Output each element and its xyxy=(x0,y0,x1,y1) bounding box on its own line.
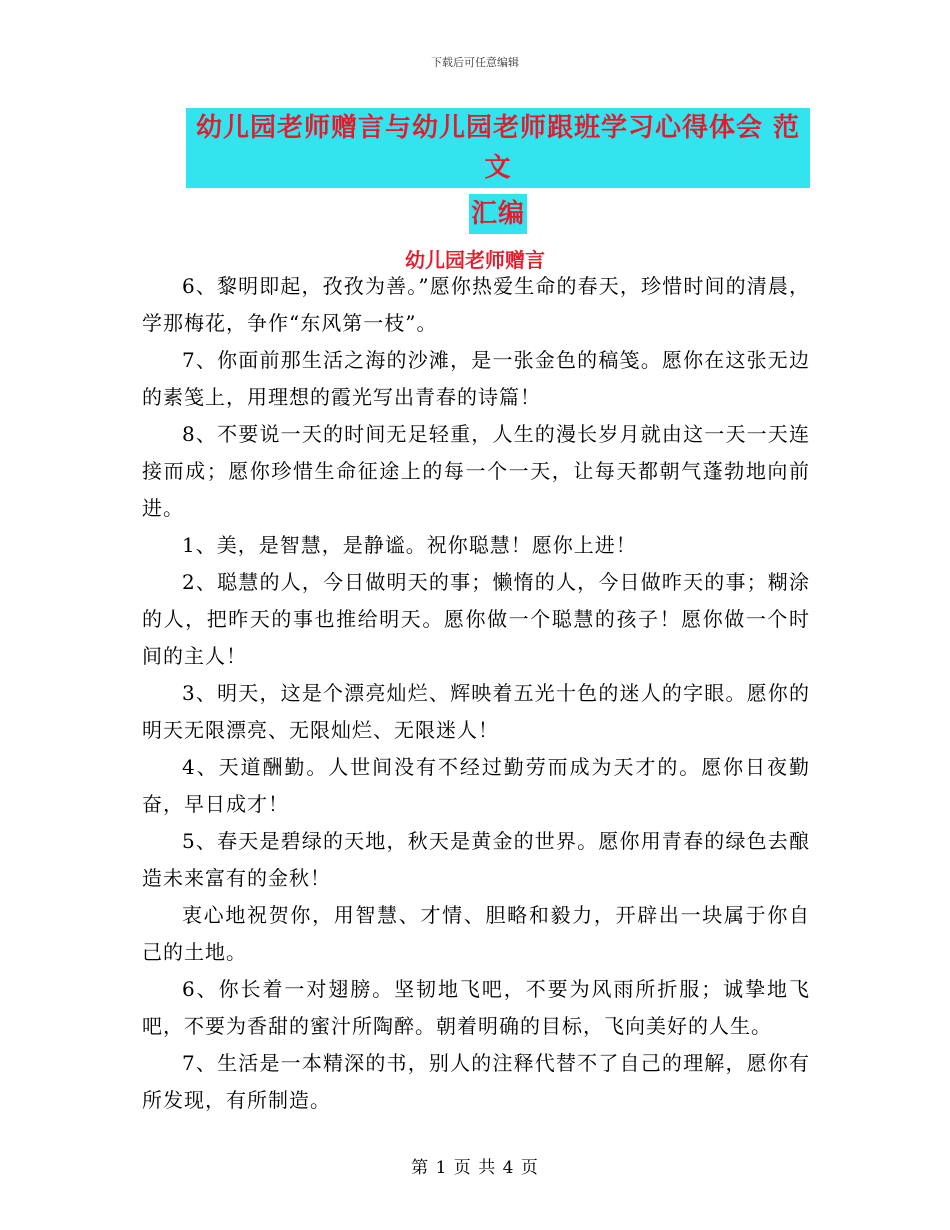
page-number: 第 1 页 共 4 页 xyxy=(411,1158,539,1178)
document-title xyxy=(186,108,810,234)
paragraph: 2、聪慧的人，今日做明天的事；懒惰的人，今日做昨天的事；糊涂的人，把昨天的事也推给明天。愿你做一个聪慧的孩子！愿你做一个时间的主人！ xyxy=(142,570,810,668)
paragraph: 6、你长着一对翅膀。坚韧地飞吧，不要为风雨所折服；诚挚地飞吧，不要为香甜的蜜汁所陶醉。朝着明确的目标，飞向美好的人生。 xyxy=(142,977,810,1038)
paragraph: 7、你面前那生活之海的沙滩，是一张金色的稿笺。愿你在这张无边的素笺上，用理想的霞光写出青春的诗篇！ xyxy=(142,348,810,409)
header-note: 下载后可任意编辑 xyxy=(431,56,519,69)
section-heading: 幼儿园老师赠言 xyxy=(405,248,545,272)
paragraph: 4、天道酬勤。人世间没有不经过勤劳而成为天才的。愿你日夜勤奋，早日成才！ xyxy=(142,755,810,816)
paragraph: 1、美，是智慧，是静谧。祝你聪慧！愿你上进！ xyxy=(182,533,637,557)
body-content xyxy=(142,268,810,1119)
title-line-1: 幼儿园老师赠言与幼儿园老师跟班学习心得体会 范文 xyxy=(186,108,810,188)
paragraph: 5、春天是碧绿的天地，秋天是黄金的世界。愿你用青春的绿色去酿造未来富有的金秋！ xyxy=(142,829,810,890)
paragraph: 6、黎明即起，孜孜为善。”愿你热爱生命的春天，珍惜时间的清晨，学那梅花，争作“东风第一枝”。 xyxy=(142,274,810,335)
paragraph: 3、明天，这是个漂亮灿烂、辉映着五光十色的迷人的字眼。愿你的明天无限漂亮、无限灿烂、无限迷人！ xyxy=(142,681,810,742)
paragraph: 8、不要说一天的时间无足轻重，人生的漫长岁月就由这一天一天连接而成；愿你珍惜生命征途上的每一个一天，让每天都朝气蓬勃地向前进。 xyxy=(142,422,810,520)
paragraph: 衷心地祝贺你，用智慧、才情、胆略和毅力，开辟出一块属于你自己的土地。 xyxy=(142,903,810,964)
title-line-2: 汇编 xyxy=(469,194,527,234)
paragraph: 7、生活是一本精深的书，别人的注释代替不了自己的理解，愿你有所发现，有所制造。 xyxy=(142,1051,810,1112)
